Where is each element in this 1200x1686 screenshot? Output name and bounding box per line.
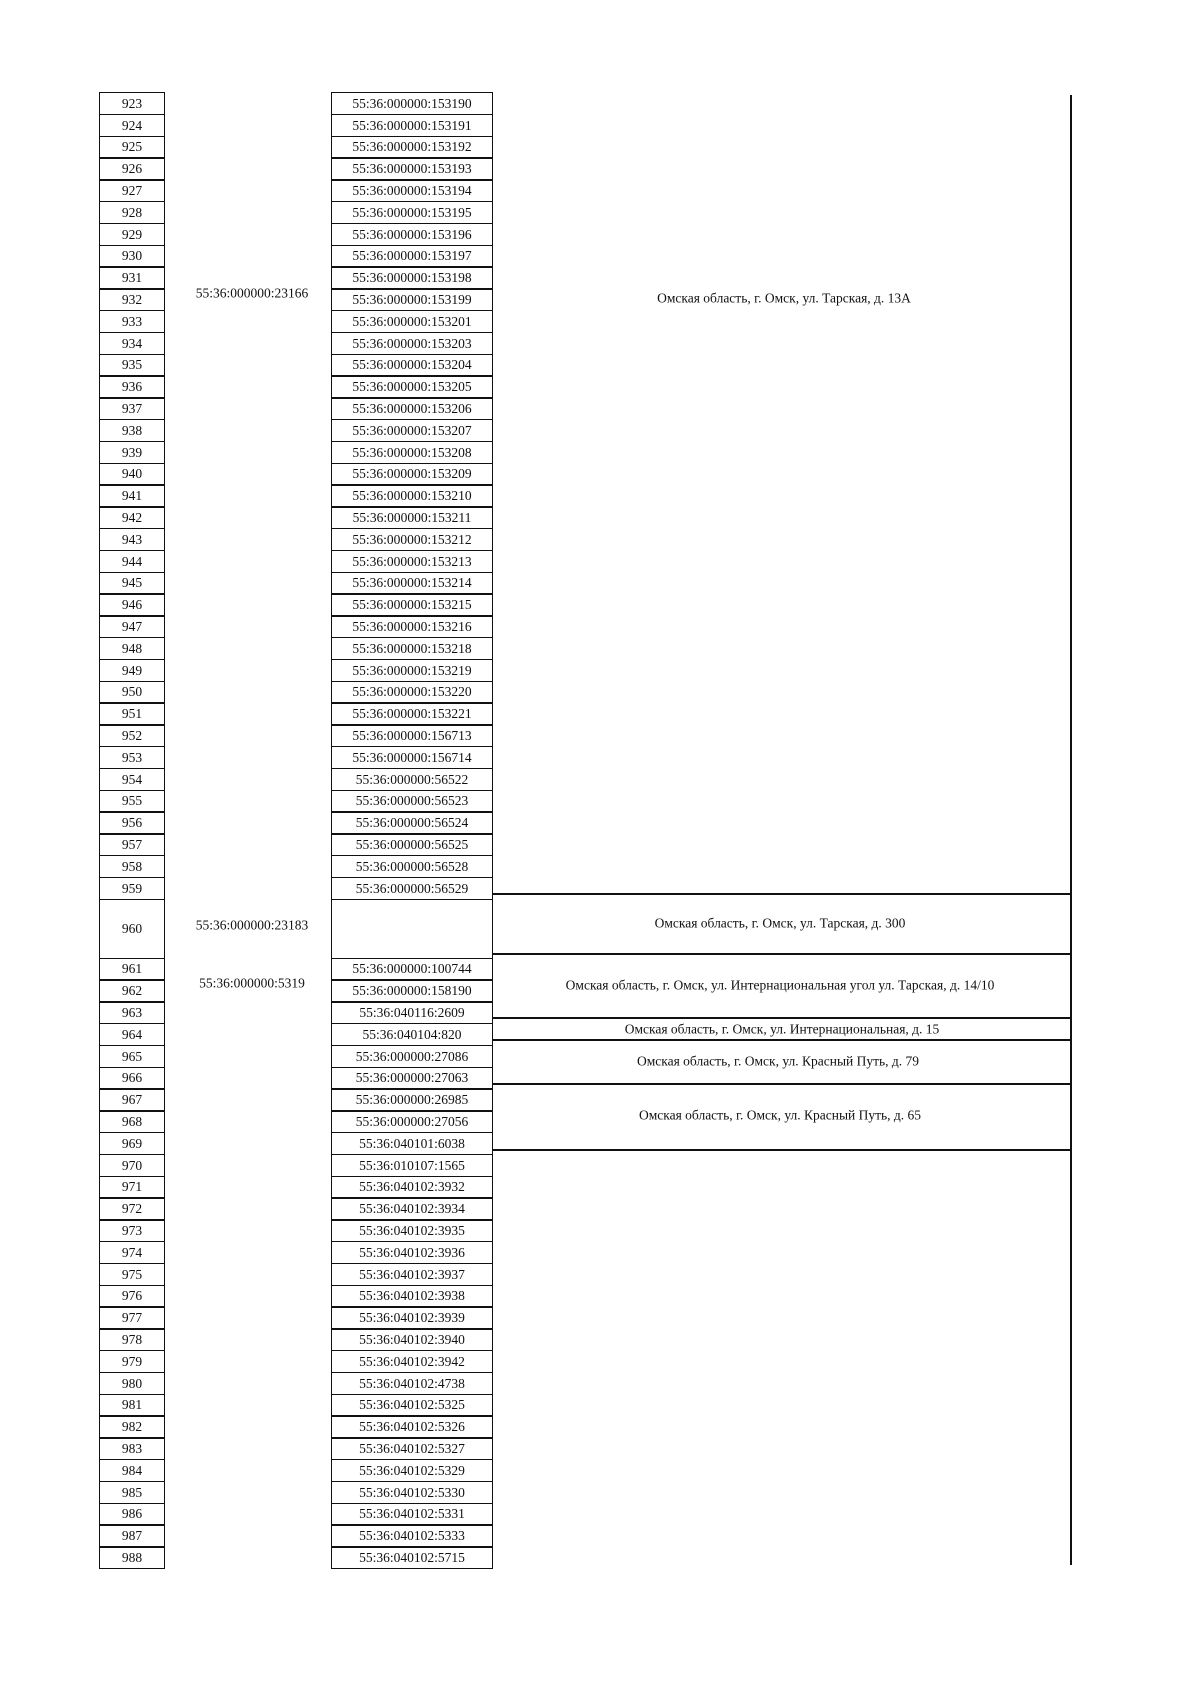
row-number: 987 — [99, 1524, 165, 1547]
cadastral-number: 55:36:040102:5327 — [331, 1437, 493, 1460]
cadastral-number: 55:36:040102:5331 — [331, 1503, 493, 1526]
row-number: 956 — [99, 811, 165, 834]
row-number: 951 — [99, 702, 165, 725]
row-number: 958 — [99, 855, 165, 878]
cadastral-number: 55:36:000000:153218 — [331, 637, 493, 660]
row-number: 924 — [99, 114, 165, 137]
row-number: 925 — [99, 136, 165, 159]
row-number: 966 — [99, 1067, 165, 1090]
cadastral-number: 55:36:000000:153214 — [331, 572, 493, 595]
cadastral-number: 55:36:000000:153191 — [331, 114, 493, 137]
row-number: 971 — [99, 1176, 165, 1199]
row-number: 949 — [99, 659, 165, 682]
row-number: 946 — [99, 593, 165, 616]
row-number: 981 — [99, 1394, 165, 1417]
row-number: 940 — [99, 463, 165, 486]
row-number: 953 — [99, 746, 165, 769]
row-number: 959 — [99, 877, 165, 900]
cadastral-number: 55:36:000000:153210 — [331, 484, 493, 507]
cadastral-number: 55:36:000000:56528 — [331, 855, 493, 878]
cadastral-number: 55:36:040102:3942 — [331, 1350, 493, 1373]
row-number: 943 — [99, 528, 165, 551]
address-block-divider — [493, 1083, 1072, 1085]
row-number: 942 — [99, 506, 165, 529]
row-number: 986 — [99, 1503, 165, 1526]
row-number: 933 — [99, 310, 165, 333]
row-number: 937 — [99, 397, 165, 420]
row-number: 985 — [99, 1481, 165, 1504]
row-number: 970 — [99, 1154, 165, 1177]
row-number: 948 — [99, 637, 165, 660]
row-number: 977 — [99, 1306, 165, 1329]
row-number: 930 — [99, 245, 165, 268]
address-block-divider — [493, 1039, 1072, 1041]
row-number: 968 — [99, 1110, 165, 1133]
cadastral-number: 55:36:040102:3932 — [331, 1176, 493, 1199]
cadastral-number: 55:36:000000:56529 — [331, 877, 493, 900]
cadastral-number: 55:36:000000:153192 — [331, 136, 493, 159]
row-number: 938 — [99, 419, 165, 442]
cadastral-number: 55:36:000000:153195 — [331, 201, 493, 224]
cadastral-number: 55:36:040102:3935 — [331, 1219, 493, 1242]
cadastral-number: 55:36:000000:153221 — [331, 702, 493, 725]
cadastral-number: 55:36:040102:3937 — [331, 1263, 493, 1286]
cadastral-number: 55:36:000000:153196 — [331, 223, 493, 246]
address: Омская область, г. Омск, ул. Красный Путь, д. 65 — [638, 1107, 922, 1123]
cadastral-number: 55:36:040102:5333 — [331, 1524, 493, 1547]
cadastral-number: 55:36:000000:156713 — [331, 724, 493, 747]
row-number: 960 — [99, 899, 165, 960]
cadastral-number: 55:36:000000:153206 — [331, 397, 493, 420]
cadastral-number: 55:36:000000:153212 — [331, 528, 493, 551]
row-number: 963 — [99, 1001, 165, 1024]
cadastral-number: 55:36:040102:3939 — [331, 1306, 493, 1329]
cadastral-number: 55:36:000000:56523 — [331, 790, 493, 813]
cadastral-number: 55:36:000000:26985 — [331, 1088, 493, 1111]
parent-cadastral-number: 55:36:000000:5319 — [199, 975, 305, 991]
row-number: 932 — [99, 288, 165, 311]
cadastral-number: 55:36:000000:56525 — [331, 833, 493, 856]
row-number: 926 — [99, 157, 165, 180]
cadastral-number: 55:36:000000:153198 — [331, 266, 493, 289]
row-number: 969 — [99, 1132, 165, 1155]
cadastral-number: 55:36:000000:153219 — [331, 659, 493, 682]
cadastral-number: 55:36:040101:6038 — [331, 1132, 493, 1155]
cadastral-number: 55:36:000000:153194 — [331, 179, 493, 202]
address: Омская область, г. Омск, ул. Красный Путь, д. 79 — [636, 1053, 920, 1069]
row-number: 962 — [99, 979, 165, 1002]
cadastral-number: 55:36:000000:56524 — [331, 811, 493, 834]
cadastral-number: 55:36:040102:5329 — [331, 1459, 493, 1482]
address: Омская область, г. Омск, ул. Тарская, д. 13А — [657, 290, 911, 306]
row-number: 955 — [99, 790, 165, 813]
cadastral-number: 55:36:040102:5330 — [331, 1481, 493, 1504]
row-number: 979 — [99, 1350, 165, 1373]
address: Омская область, г. Омск, ул. Тарская, д. 300 — [654, 915, 906, 931]
row-number: 931 — [99, 266, 165, 289]
cadastral-number: 55:36:000000:153205 — [331, 375, 493, 398]
cadastral-number: 55:36:000000:153204 — [331, 354, 493, 377]
address-block-divider — [493, 953, 1072, 955]
cadastral-number: 55:36:000000:153199 — [331, 288, 493, 311]
row-number: 974 — [99, 1241, 165, 1264]
cadastral-number: 55:36:040102:3936 — [331, 1241, 493, 1264]
row-number: 984 — [99, 1459, 165, 1482]
row-number: 944 — [99, 550, 165, 573]
row-number: 983 — [99, 1437, 165, 1460]
row-number: 947 — [99, 615, 165, 638]
address-block-divider — [493, 893, 1072, 895]
row-number: 934 — [99, 332, 165, 355]
row-number: 982 — [99, 1415, 165, 1438]
cadastral-number — [331, 899, 493, 960]
cadastral-number: 55:36:000000:56522 — [331, 768, 493, 791]
cadastral-number: 55:36:000000:153193 — [331, 157, 493, 180]
parent-cadastral-number: 55:36:000000:23183 — [195, 917, 309, 933]
row-number: 950 — [99, 681, 165, 704]
cadastral-number: 55:36:000000:153201 — [331, 310, 493, 333]
cadastral-number: 55:36:000000:153213 — [331, 550, 493, 573]
cadastral-number: 55:36:000000:153209 — [331, 463, 493, 486]
cadastral-number: 55:36:040102:3940 — [331, 1328, 493, 1351]
cadastral-number: 55:36:040116:2609 — [331, 1001, 493, 1024]
parent-cadastral-number: 55:36:000000:23166 — [195, 285, 309, 301]
cadastral-number: 55:36:000000:153211 — [331, 506, 493, 529]
row-number: 964 — [99, 1023, 165, 1046]
cadastral-number: 55:36:000000:153220 — [331, 681, 493, 704]
row-number: 978 — [99, 1328, 165, 1351]
cadastral-number: 55:36:040104:820 — [331, 1023, 493, 1046]
row-number: 939 — [99, 441, 165, 464]
cadastral-number: 55:36:040102:3934 — [331, 1197, 493, 1220]
row-number: 935 — [99, 354, 165, 377]
row-number: 941 — [99, 484, 165, 507]
cadastral-number: 55:36:000000:153207 — [331, 419, 493, 442]
row-number: 936 — [99, 375, 165, 398]
row-number: 954 — [99, 768, 165, 791]
row-number: 927 — [99, 179, 165, 202]
row-number: 957 — [99, 833, 165, 856]
row-number: 976 — [99, 1285, 165, 1308]
cadastral-number: 55:36:000000:153208 — [331, 441, 493, 464]
address: Омская область, г. Омск, ул. Интернациональная, д. 15 — [624, 1021, 940, 1037]
address-block-divider — [493, 1017, 1072, 1019]
cadastral-number: 55:36:000000:100744 — [331, 958, 493, 981]
cadastral-number: 55:36:000000:153203 — [331, 332, 493, 355]
row-number: 923 — [99, 92, 165, 115]
cadastral-number: 55:36:000000:153197 — [331, 245, 493, 268]
cadastral-number: 55:36:000000:27086 — [331, 1045, 493, 1068]
cadastral-number: 55:36:000000:27063 — [331, 1067, 493, 1090]
row-number: 929 — [99, 223, 165, 246]
row-number: 972 — [99, 1197, 165, 1220]
cadastral-number: 55:36:010107:1565 — [331, 1154, 493, 1177]
cadastral-number: 55:36:000000:156714 — [331, 746, 493, 769]
row-number: 973 — [99, 1219, 165, 1242]
cadastral-number: 55:36:040102:3938 — [331, 1285, 493, 1308]
address-column-right-border — [1070, 95, 1072, 1565]
row-number: 980 — [99, 1372, 165, 1395]
row-number: 961 — [99, 958, 165, 981]
row-number: 975 — [99, 1263, 165, 1286]
row-number: 988 — [99, 1546, 165, 1569]
cadastral-number: 55:36:000000:158190 — [331, 979, 493, 1002]
cadastral-number: 55:36:000000:153215 — [331, 593, 493, 616]
row-number: 967 — [99, 1088, 165, 1111]
row-number: 965 — [99, 1045, 165, 1068]
row-number: 945 — [99, 572, 165, 595]
cadastral-number: 55:36:040102:5715 — [331, 1546, 493, 1569]
cadastral-number: 55:36:000000:27056 — [331, 1110, 493, 1133]
cadastral-number: 55:36:000000:153216 — [331, 615, 493, 638]
row-number: 928 — [99, 201, 165, 224]
address: Омская область, г. Омск, ул. Интернациональная угол ул. Тарская, д. 14/10 — [565, 977, 995, 993]
cadastral-number: 55:36:040102:4738 — [331, 1372, 493, 1395]
address-block-divider — [493, 1149, 1072, 1151]
cadastral-number: 55:36:040102:5326 — [331, 1415, 493, 1438]
cadastral-number: 55:36:040102:5325 — [331, 1394, 493, 1417]
cadastral-number: 55:36:000000:153190 — [331, 92, 493, 115]
row-number: 952 — [99, 724, 165, 747]
